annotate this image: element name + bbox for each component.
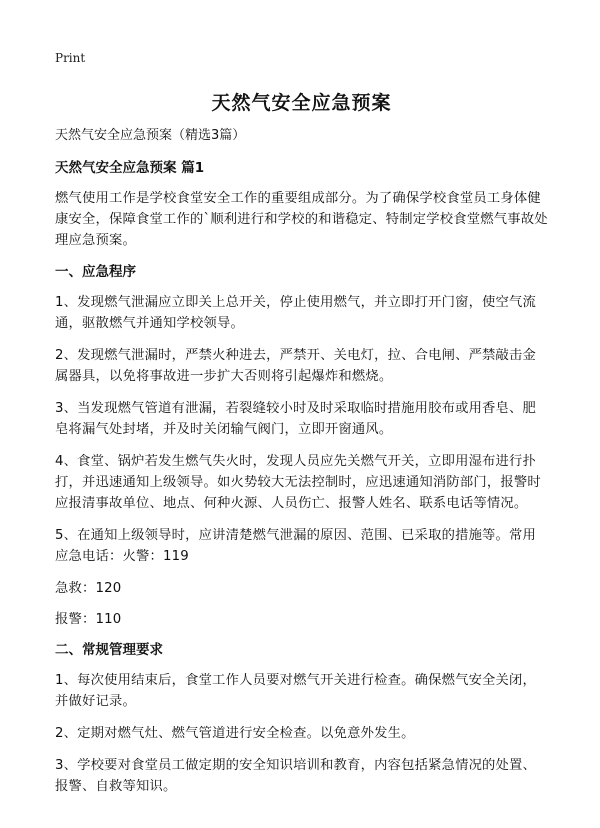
page-title: 天然气安全应急预案 — [211, 92, 392, 114]
procedure-item: 1、发现燃气泄漏应立即关上总开关，停止使用燃气，并立即打开门窗，使空气流通，驱散燃气并通知学校领导。 — [55, 295, 537, 331]
procedure-item: 4、食堂、锅炉若发生燃气失火时，发现人员应先关燃气开关，立即用湿布进行扑打，并迅速通知上级领导。如火势较大无法控制时，应迅速通知消防部门，报警时应报清事故单位、地点、何种火源、人员伤亡、报警人姓名、联系电话等情况。 — [55, 454, 541, 511]
management-item: 1、每次使用结束后，食堂工作人员要对燃气开关进行检查。确保燃气安全关闭，并做好记录。 — [55, 673, 537, 709]
intro-paragraph: 燃气使用工作是学校食堂安全工作的重要组成部分。为了确保学校食堂员工身体健康安全，保障食堂工作的`顺利进行和学校的和谐稳定、特制定学校食堂燃气事故处理应急预案。 — [55, 191, 548, 248]
management-item: 2、定期对燃气灶、燃气管道进行安全检查。以免意外发生。 — [55, 726, 415, 741]
emergency-phone-ambulance: 急救：120 — [55, 581, 122, 596]
management-item: 3、学校要对食堂员工做定期的安全知识培训和教育，内容包括紧急情况的处置、报警、自救等知识。 — [55, 758, 537, 794]
section-heading-emergency-procedure: 一、应急程序 — [55, 264, 136, 280]
article-heading: 天然气安全应急预案 篇1 — [55, 160, 205, 176]
procedure-item: 3、当发现燃气管道有泄漏，若裂缝较小时及时采取临时措施用胶布或用香皂、肥皂将漏气处封堵，并及时关闭输气阀门，立即开窗通风。 — [55, 401, 537, 437]
procedure-item: 2、发现燃气泄漏时，严禁火种进去，严禁开、关电灯，拉、合电闸、严禁敲击金属器具，以免将事故进一步扩大否则将引起爆炸和燃烧。 — [55, 348, 537, 384]
document-subtitle: 天然气安全应急预案（精选3篇） — [55, 128, 246, 143]
print-link[interactable]: Print — [55, 51, 86, 65]
procedure-item: 5、在通知上级领导时，应讲清楚燃气泄漏的原因、范围、已采取的措施等。常用应急电话：火警：119 — [55, 528, 537, 564]
section-heading-routine-management: 二、常规管理要求 — [55, 642, 163, 658]
emergency-phone-police: 报警：110 — [55, 612, 122, 627]
